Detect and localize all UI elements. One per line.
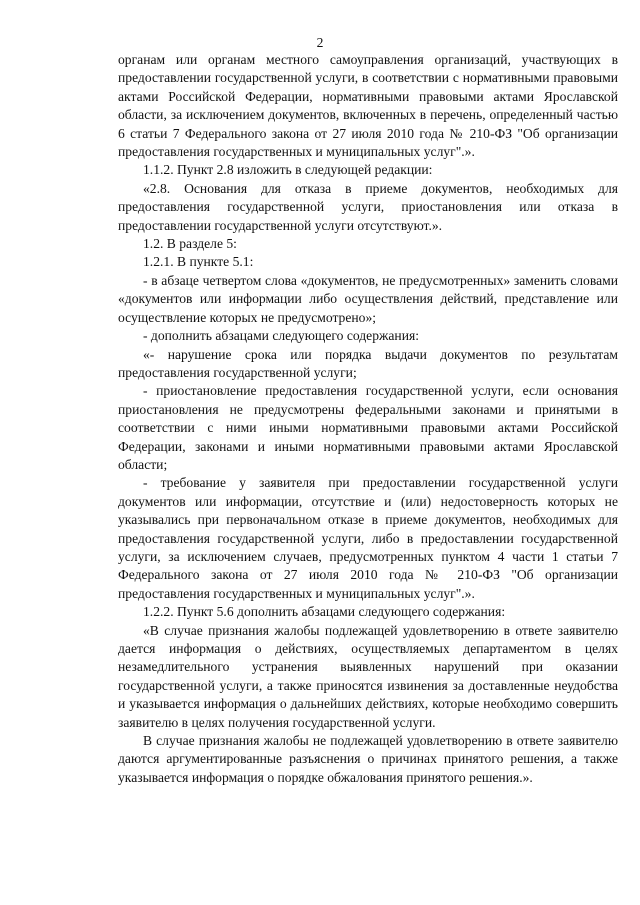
page-number: 2 [316,35,324,50]
paragraph-bullet-requirement: - требование у заявителя при предоставлении государственной услуги документов или информации, отсутствие и (или) недостоверность которых не указывались при первоначальном отказе в приеме документов, необходимых для предоставления государственной услуги, либо в предоставлении государственной услуги, за исключением случаев, предусмотренных пунктом 4 части 1 статьи 7 Федерального закона от 27 июля 2010 года № 210-ФЗ "Об организации предоставления государственных и муниципальных услуг".». [118,475,618,601]
paragraph-item-1-2-1: 1.2.1. В пункте 5.1: [143,254,254,270]
paragraph-item-1-2: 1.2. В разделе 5: [143,236,237,252]
paragraph-item-1-1-2: 1.1.2. Пункт 2.8 изложить в следующей редакции: [143,162,433,178]
paragraph-complaint-satisfied: «В случае признания жалобы подлежащей удовлетворению в ответе заявителю дается информация о действиях, осуществляемых департаментом в целях незамедлительного устранения выявленных нарушений при оказании государственной услуги, а также приносятся извинения за доставленные неудобства и указывается информация о дальнейших действиях, которые необходимо совершить заявителю в целях получения государственной услуги. [118,622,618,730]
paragraph-bullet-deadline: «- нарушение срока или порядка выдачи документов по результатам предоставления государственной услуги; [118,346,618,380]
paragraph-bullet-suspension: - приостановление предоставления государственной услуги, если основания приостановления не предусмотрены федеральными законами и принятыми в соответствии с ними иными нормативными правовыми актами Российской Федерации, законами и иными нормативными правовыми актами Ярославской области; [118,383,618,472]
paragraph-amend-abzac-4: - в абзаце четвертом слова «документов, не предусмотренных» заменить словами «документов или информации либо осуществления действий, представление или осуществление которых не предусмотрено»; [118,272,618,325]
paragraph-add-abzacy: - дополнить абзацами следующего содержания: [143,328,420,344]
paragraph-item-1-2-2: 1.2.2. Пункт 5.6 дополнить абзацами следующего содержания: [143,604,506,620]
document-body [118,51,618,787]
paragraph-continuation: органам или органам местного самоуправления организаций, участвующих в предоставлении государственной услуги, в соответствии с нормативными правовыми актами Российской Федерации, нормативными правовыми актами Ярославской области, за исключением документов, включенных в перечень, определенный частью 6 статьи 7 Федерального закона от 27 июля 2010 года № 210-ФЗ "Об организации предоставления государственных и муниципальных услуг".». [118,52,618,160]
paragraph-complaint-rejected: В случае признания жалобы не подлежащей удовлетворению в ответе заявителю даются аргументированные разъяснения о причинах принятого решения, а также указывается информация о порядке обжалования принятого решения.». [118,733,618,785]
paragraph-item-2-8: «2.8. Основания для отказа в приеме документов, необходимых для предоставления государственной услуги, приостановления или отказа в предоставлении государственной услуги отсутствуют.». [118,180,618,233]
